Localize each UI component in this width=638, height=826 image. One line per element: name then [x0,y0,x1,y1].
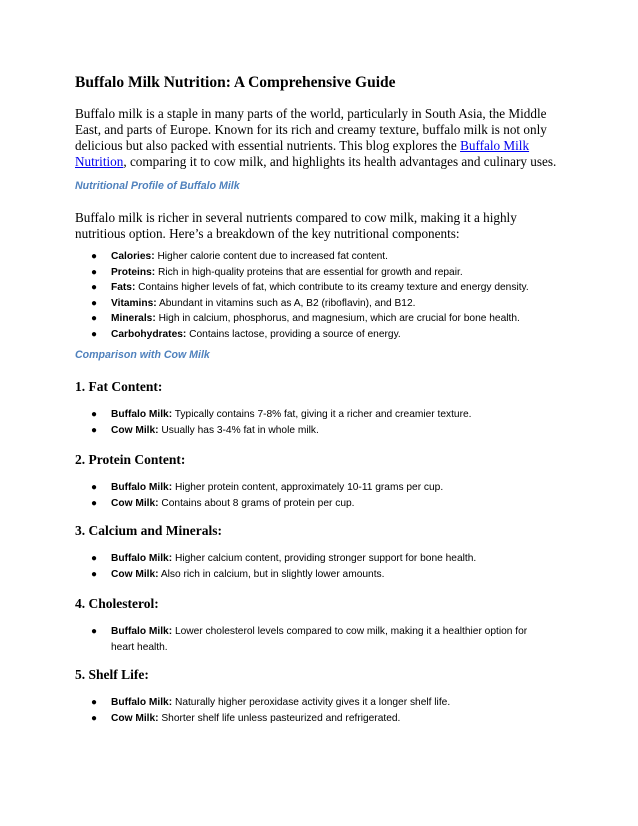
bullet-icon: ● [91,626,98,637]
nutritional-intro-paragraph: Buffalo milk is richer in several nutrients compared to cow milk, making it a highly nutritious option. Here’s a breakdown of the key nutritional components: [75,210,517,241]
list-item: ● Vitamins: Abundant in vitamins such as A, B2 (riboflavin), and B12. [75,296,555,312]
list-item: ● Buffalo Milk: Higher protein content, approximately 10-11 grams per cup. [75,480,555,496]
section-heading-nutritional-profile: Nutritional Profile of Buffalo Milk [75,180,240,192]
list-item: ● Buffalo Milk: Typically contains 7-8% fat, giving it a richer and creamier texture. [75,407,555,423]
list-item: ● Cow Milk: Contains about 8 grams of protein per cup. [75,496,555,512]
list-item: ● Buffalo Milk: Naturally higher peroxidase activity gives it a longer shelf life. [75,695,555,711]
bullet-icon: ● [91,313,98,324]
intro-text-after: , comparing it to cow milk, and highlights its health advantages and culinary uses. [123,154,557,169]
bullet-icon: ● [91,282,98,293]
nutrient-list [75,249,555,342]
subsection-title-calcium: 3. Calcium and Minerals: [75,523,222,538]
list-item: ● Proteins: Rich in high-quality proteins that are essential for growth and repair. [75,265,555,281]
bullet-icon: ● [91,553,98,564]
subsection-title-cholesterol: 4. Cholesterol: [75,596,159,611]
protein-comparison-list [75,480,555,511]
fat-comparison-list [75,407,555,438]
section-heading-comparison: Comparison with Cow Milk [75,349,210,361]
shelf-life-comparison-list [75,695,555,726]
bullet-icon: ● [91,409,98,420]
list-item: ● Fats: Contains higher levels of fat, which contribute to its creamy texture and energy density. [75,280,555,296]
list-item: ● Buffalo Milk: Lower cholesterol levels compared to cow milk, making it a healthier option for heart health. [91,626,528,653]
subsection-title-shelf-life: 5. Shelf Life: [75,667,149,682]
intro-text-before: Buffalo milk is a staple in many parts of the world, particularly in South Asia, the Middle East, and parts of Europe. Known for its rich and creamy texture, buffalo milk is not only delicious but also packed with essential nutrients. This blog explores the [75,106,547,153]
bullet-icon: ● [91,266,98,278]
list-item: ● Minerals: High in calcium, phosphorus, and magnesium, which are crucial for bone health. [75,311,555,327]
calcium-comparison-list [75,551,555,582]
subsection-title-fat: 1. Fat Content: [75,379,163,394]
bullet-icon: ● [91,712,98,724]
list-item: ● Cow Milk: Also rich in calcium, but in slightly lower amounts. [75,567,555,583]
bullet-icon: ● [91,497,98,509]
bullet-icon: ● [91,251,98,262]
bullet-icon: ● [91,328,98,340]
list-item: ● Calories: Higher calorie content due to increased fat content. [75,249,555,265]
bullet-icon: ● [91,697,98,708]
bullet-icon: ● [91,482,98,493]
buffalo-milk-nutrition-link[interactable]: Buffalo Milk Nutrition [75,138,530,169]
cholesterol-comparison-list [75,624,555,655]
subsection-title-protein: 2. Protein Content: [75,452,186,467]
page-title: Buffalo Milk Nutrition: A Comprehensive Guide [75,74,396,91]
list-item: ● Cow Milk: Shorter shelf life unless pasteurized and refrigerated. [75,711,555,727]
list-item: ● Buffalo Milk: Higher calcium content, providing stronger support for bone health. [75,551,555,567]
bullet-icon: ● [91,424,98,436]
bullet-icon: ● [91,297,98,309]
list-item: ● Carbohydrates: Contains lactose, providing a source of energy. [75,327,555,343]
list-item: ● Cow Milk: Usually has 3-4% fat in whole milk. [75,423,555,439]
intro-paragraph [75,106,565,170]
bullet-icon: ● [91,568,98,580]
